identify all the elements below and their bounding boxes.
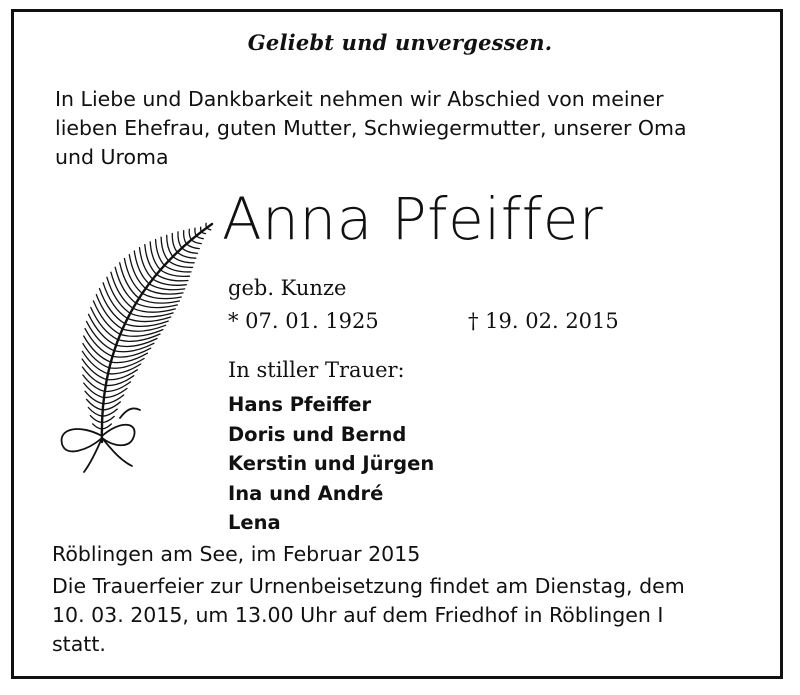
feather-with-ribbon-icon xyxy=(40,214,220,476)
ceremony-line: statt. xyxy=(52,632,106,656)
mourner-name: Kerstin und Jürgen xyxy=(228,452,435,475)
intro-line: lieben Ehefrau, guten Mutter, Schwiegermutter, unserer Oma xyxy=(55,116,687,140)
intro-text xyxy=(55,85,755,172)
mourner-name: Hans Pfeiffer xyxy=(228,393,372,416)
mourner-name: Ina und André xyxy=(228,481,384,505)
born-name: geb. Kunze xyxy=(228,276,347,300)
death-date: † 19. 02. 2015 xyxy=(468,309,619,333)
ceremony-line: 10. 03. 2015, um 13.00 Uhr auf dem Friedhof in Röblingen I xyxy=(52,603,664,627)
intro-line: und Uroma xyxy=(55,145,169,169)
mourning-heading: In stiller Trauer: xyxy=(228,358,405,382)
motto: Geliebt und unvergessen. xyxy=(247,30,553,55)
deceased-name: Anna Pfeiffer xyxy=(222,185,604,253)
intro-line: In Liebe und Dankbarkeit nehmen wir Abschied von meiner xyxy=(55,87,664,111)
ceremony-line: Die Trauerfeier zur Urnenbeisetzung findet am Dienstag, dem xyxy=(52,574,685,598)
mourners-list xyxy=(228,390,434,538)
mourner-name: Lena xyxy=(228,511,281,534)
place-date: Röblingen am See, im Februar 2015 xyxy=(52,542,421,566)
ceremony-info xyxy=(52,572,772,659)
mourner-name: Doris und Bernd xyxy=(228,422,407,446)
birth-date: * 07. 01. 1925 xyxy=(228,309,379,333)
